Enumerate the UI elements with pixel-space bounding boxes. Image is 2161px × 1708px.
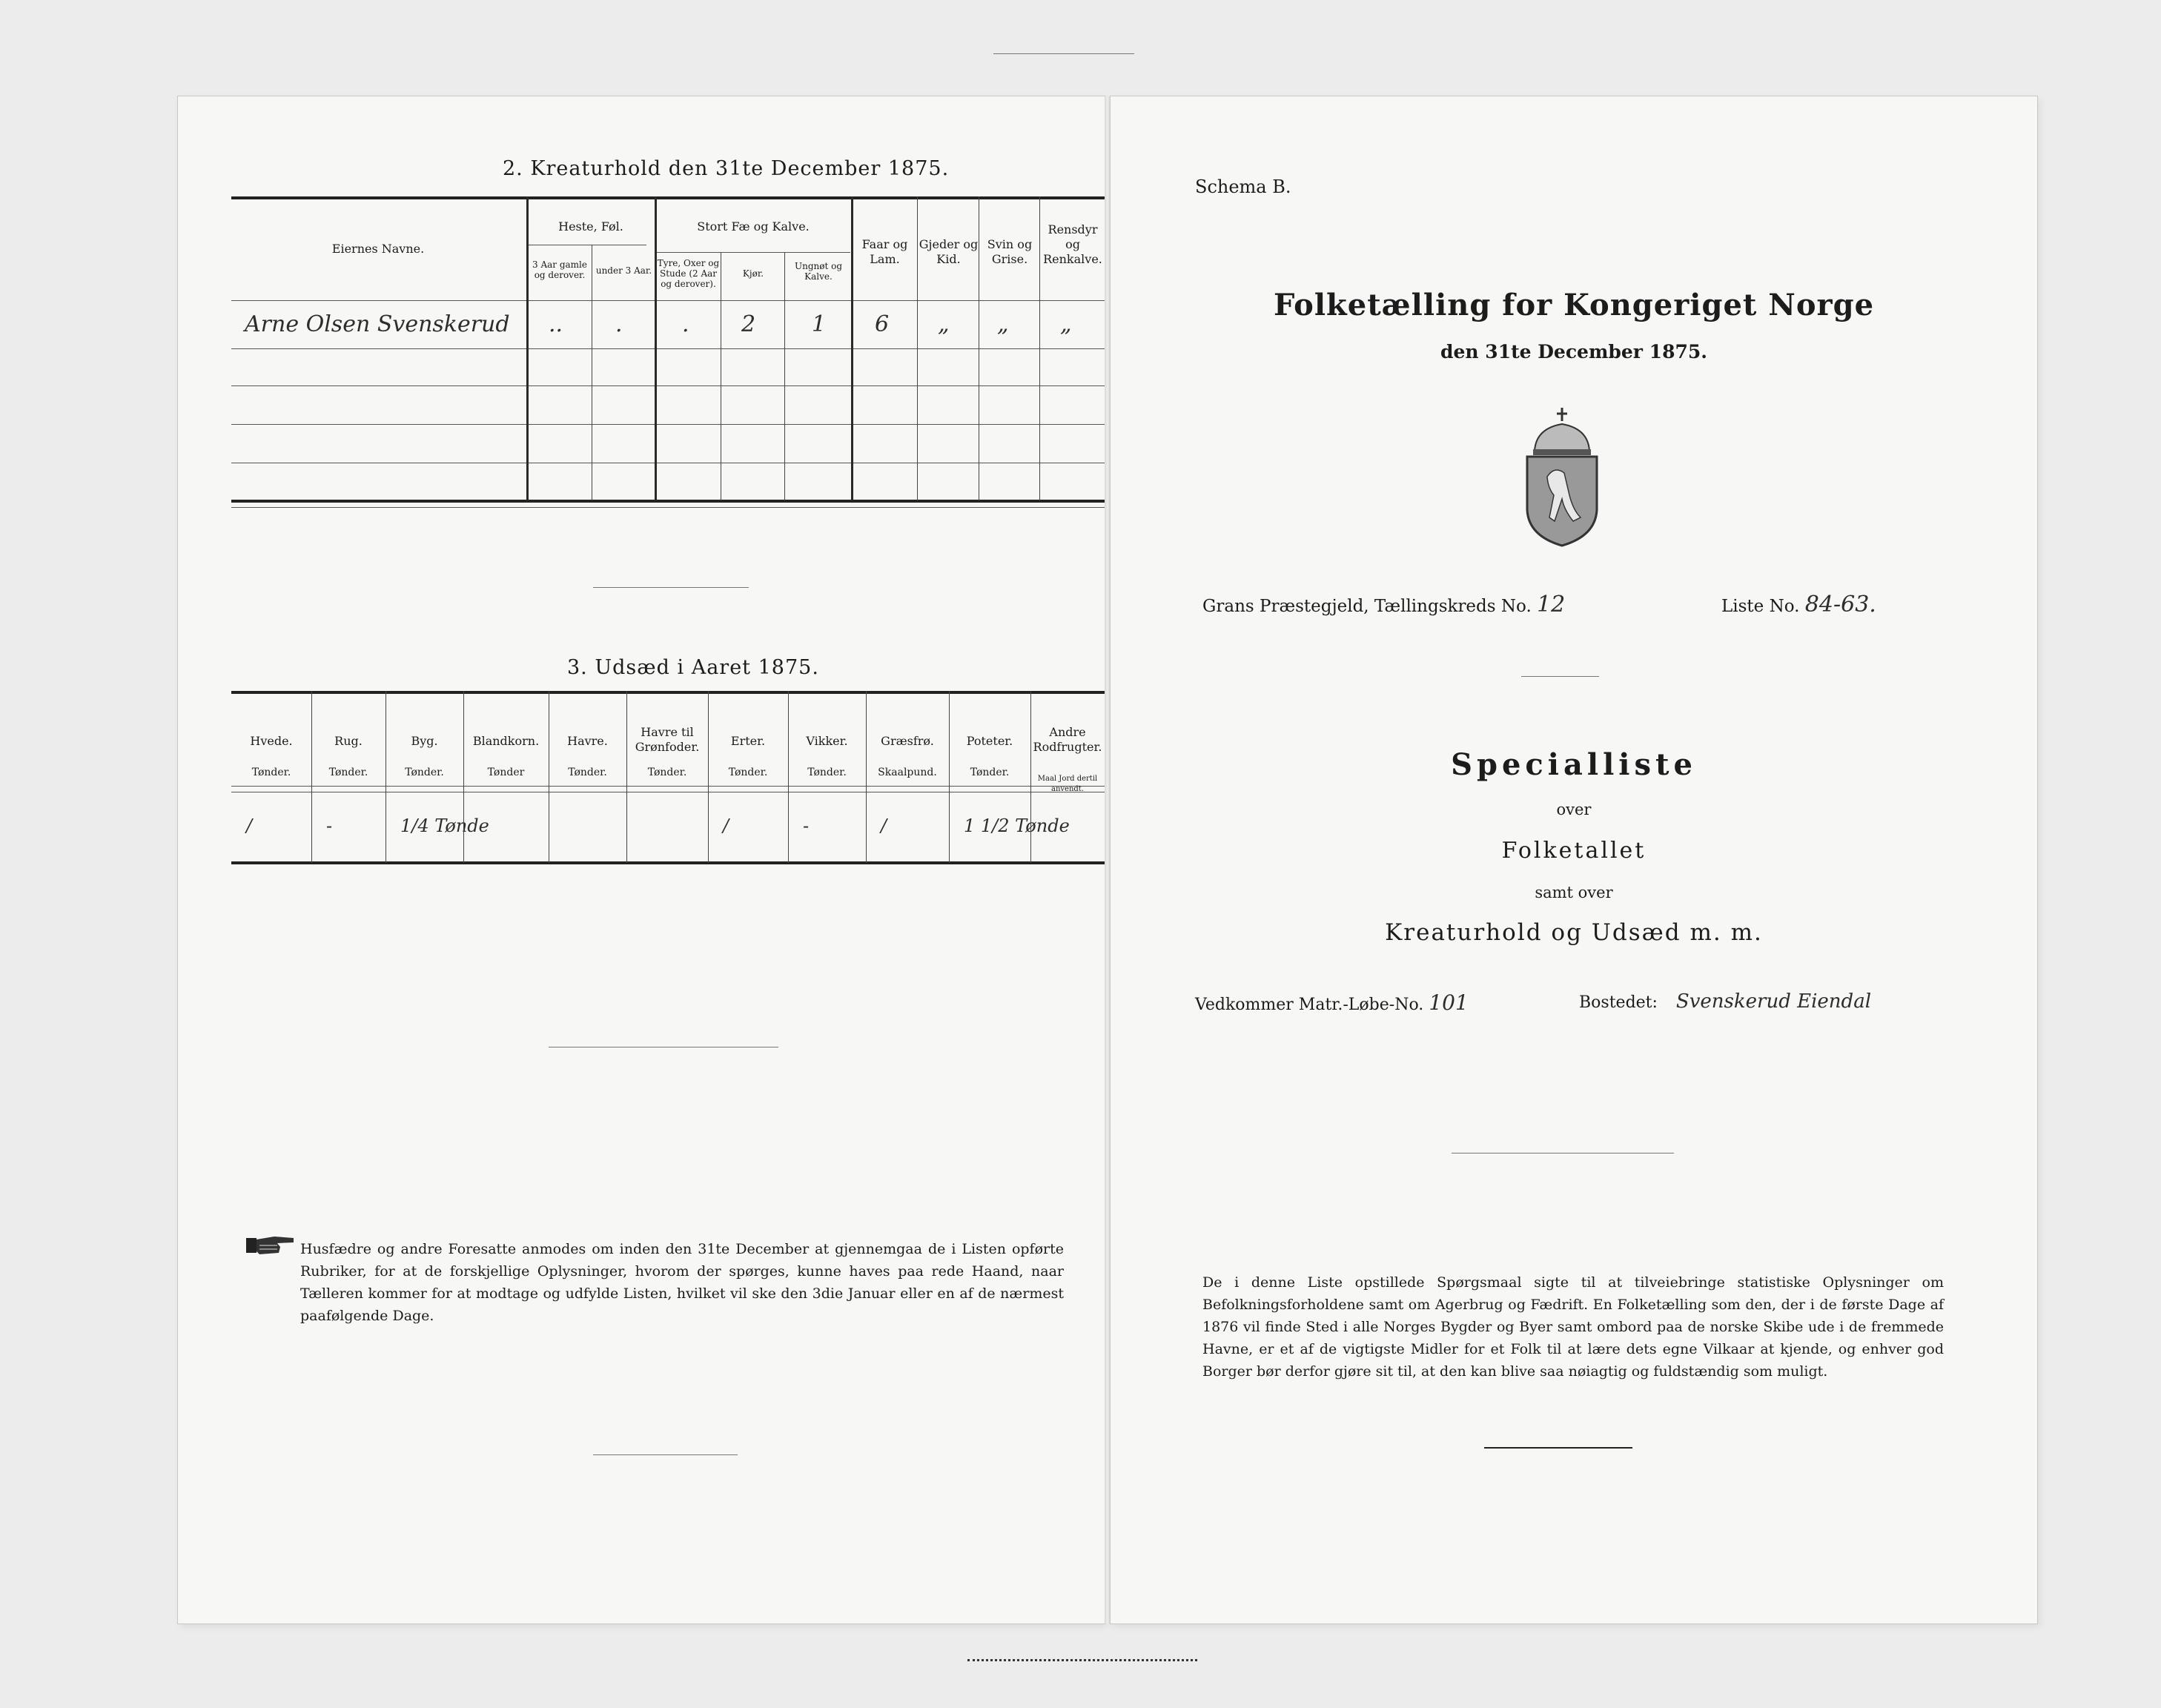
val-tyre: . bbox=[682, 311, 689, 337]
seed-col-header: Havre til Grønfoder. bbox=[635, 725, 700, 754]
seed-col-unit: Tønder. bbox=[807, 767, 847, 778]
samt-over-text: samt over bbox=[1535, 884, 1613, 901]
schema-label: Schema B. bbox=[1195, 176, 1291, 197]
matr-line bbox=[1195, 990, 1469, 1015]
over-text: over bbox=[1556, 801, 1592, 818]
liste-label: Liste No. bbox=[1721, 597, 1800, 616]
seed-cell: / bbox=[246, 815, 253, 836]
seed-col-unit: Tønder. bbox=[251, 767, 291, 778]
col-gjeder: Gjeder og Kid. bbox=[919, 237, 979, 266]
divider bbox=[593, 1454, 738, 1455]
bottom-text: De i denne Liste opstillede Spørgsmaal sigte til at tilveiebringe statistiske Oplysninger om Befolkningsforholdene samt om Agerbrug og Fædrift. En Folketælling som den, der i de første Dage af 1876 vil finde Sted i alle Norges Bygder og Byer samt ombord paa de norske Skibe ude i de fremmede Havne, er et af de vigtigste Midler for et Folk til at lære dets egne Vilkaar at kjende, og enhver god Borger bør derfor gjøre sit til, at den kan blive saa nøiagtig og fuldstændig som muligt. bbox=[1202, 1274, 1944, 1380]
norwegian-coat-of-arms-icon bbox=[1521, 406, 1603, 550]
bostedet-label: Bostedet: bbox=[1579, 993, 1658, 1012]
seed-col-header: Havre. bbox=[567, 734, 608, 748]
seed-col-header: Græsfrø. bbox=[881, 734, 934, 748]
kreds-no: 12 bbox=[1537, 592, 1566, 618]
prestegjeld: Grans Præstegjeld, bbox=[1202, 597, 1369, 616]
seed-col-unit: Tønder. bbox=[728, 767, 768, 778]
bottom-rule bbox=[1484, 1447, 1632, 1449]
col-heste-3aar: 3 Aar gamle og derover. bbox=[532, 259, 587, 280]
col-svin: Svin og Grise. bbox=[987, 237, 1033, 266]
val-heste-3aar: .. bbox=[549, 311, 563, 337]
owner-header: Eiernes Navne. bbox=[331, 242, 425, 256]
notice-text: Husfædre og andre Foresatte anmodes om inden den 31te December at gjennemgaa de i Listen opførte Rubriker, for at de forskjellige Oplysninger, hvorom der spørges, kunne haves paa rede Haand, naar Tælleren kommer for at modtage og udfylde Listen, hvilket vil ske den 3die Januar eller en af de nærmest paafølgende Dage. bbox=[300, 1241, 1064, 1324]
stort-group-header: Stort Fæ og Kalve. bbox=[697, 219, 810, 234]
seed-col-header: Poteter. bbox=[966, 734, 1013, 748]
seed-cell: - bbox=[803, 815, 810, 836]
seed-col-header: Byg. bbox=[411, 734, 438, 748]
divider bbox=[1521, 676, 1599, 677]
bostedet-value: Svenskerud Eiendal bbox=[1675, 990, 1872, 1013]
matr-label: Vedkommer Matr.-Løbe-No. bbox=[1195, 996, 1424, 1014]
seed-col-header: Blandkorn. bbox=[472, 734, 540, 748]
liste-line bbox=[1721, 592, 1876, 618]
folketallet-heading: Folketallet bbox=[1501, 838, 1647, 864]
val-svin: „ bbox=[997, 311, 1009, 337]
seed-cell: - bbox=[326, 815, 333, 836]
owner-name: Arne Olsen Svenskerud bbox=[245, 311, 510, 337]
val-gjeder: „ bbox=[938, 311, 950, 337]
seed-col-unit: Tønder. bbox=[568, 767, 607, 778]
col-faar: Faar og Lam. bbox=[861, 237, 908, 266]
seed-col-header: Vikker. bbox=[806, 734, 848, 748]
seed-cell: / bbox=[723, 815, 729, 836]
val-rensdyr: „ bbox=[1060, 311, 1072, 337]
matr-no: 101 bbox=[1429, 990, 1469, 1015]
seed-cell: / bbox=[881, 815, 887, 836]
bottom-mark bbox=[967, 1659, 1197, 1669]
seed-col-unit: Tønder. bbox=[405, 767, 444, 778]
val-heste-under: . bbox=[615, 311, 623, 337]
kreaturhold-heading: Kreaturhold og Udsæd m. m. bbox=[1385, 919, 1763, 946]
main-title: Folketælling for Kongeriget Norge bbox=[1273, 288, 1875, 322]
liste-no: 84-63. bbox=[1804, 592, 1876, 618]
bostedet-line bbox=[1579, 990, 1871, 1013]
seed-col-header: Hvede. bbox=[250, 734, 293, 748]
val-kjor: 2 bbox=[741, 311, 756, 337]
kreds-label: Tællingskreds No. bbox=[1374, 597, 1532, 616]
seed-col-header: Erter. bbox=[730, 734, 766, 748]
top-mark bbox=[993, 53, 1134, 54]
page-fold bbox=[1105, 96, 1111, 1623]
seed-col-unit: Tønder. bbox=[970, 767, 1010, 778]
col-tyre: Tyre, Oxer og Stude (2 Aar og derover). bbox=[657, 258, 720, 289]
section3-title: 3. Udsæd i Aaret 1875. bbox=[567, 656, 819, 679]
section2-title: 2. Kreaturhold den 31te December 1875. bbox=[503, 157, 950, 180]
col-kjor: Kjør. bbox=[742, 268, 764, 279]
seed-col-header: Rug. bbox=[334, 734, 363, 748]
seed-cell: 1/4 Tønde bbox=[400, 815, 489, 836]
seed-col-unit: Skaalpund. bbox=[878, 767, 937, 778]
divider bbox=[593, 587, 749, 588]
col-rensdyr: Rensdyr og Renkalve. bbox=[1043, 222, 1102, 266]
heste-group-header: Heste, Føl. bbox=[558, 219, 623, 234]
seed-col-unit: Tønder. bbox=[647, 767, 687, 778]
col-heste-under: under 3 Aar. bbox=[595, 265, 652, 276]
specialliste-heading: Specialliste bbox=[1451, 747, 1697, 782]
col-ungnot: Ungnøt og Kalve. bbox=[794, 261, 843, 282]
seed-col-unit: Tønder. bbox=[328, 767, 368, 778]
seed-col-header: Andre Rodfrugter. bbox=[1033, 725, 1102, 754]
val-ungnot: 1 bbox=[812, 311, 827, 337]
seed-col-unit: Maal Jord dertil anvendt. bbox=[1037, 775, 1098, 793]
title-date: den 31te December 1875. bbox=[1440, 341, 1707, 363]
prestegjeld-line bbox=[1202, 592, 1565, 618]
seed-cell: 1 1/2 Tønde bbox=[964, 815, 1070, 836]
pointing-hand-icon bbox=[245, 1231, 297, 1263]
seed-col-unit: Tønder bbox=[487, 767, 525, 778]
val-faar: 6 bbox=[875, 311, 890, 337]
